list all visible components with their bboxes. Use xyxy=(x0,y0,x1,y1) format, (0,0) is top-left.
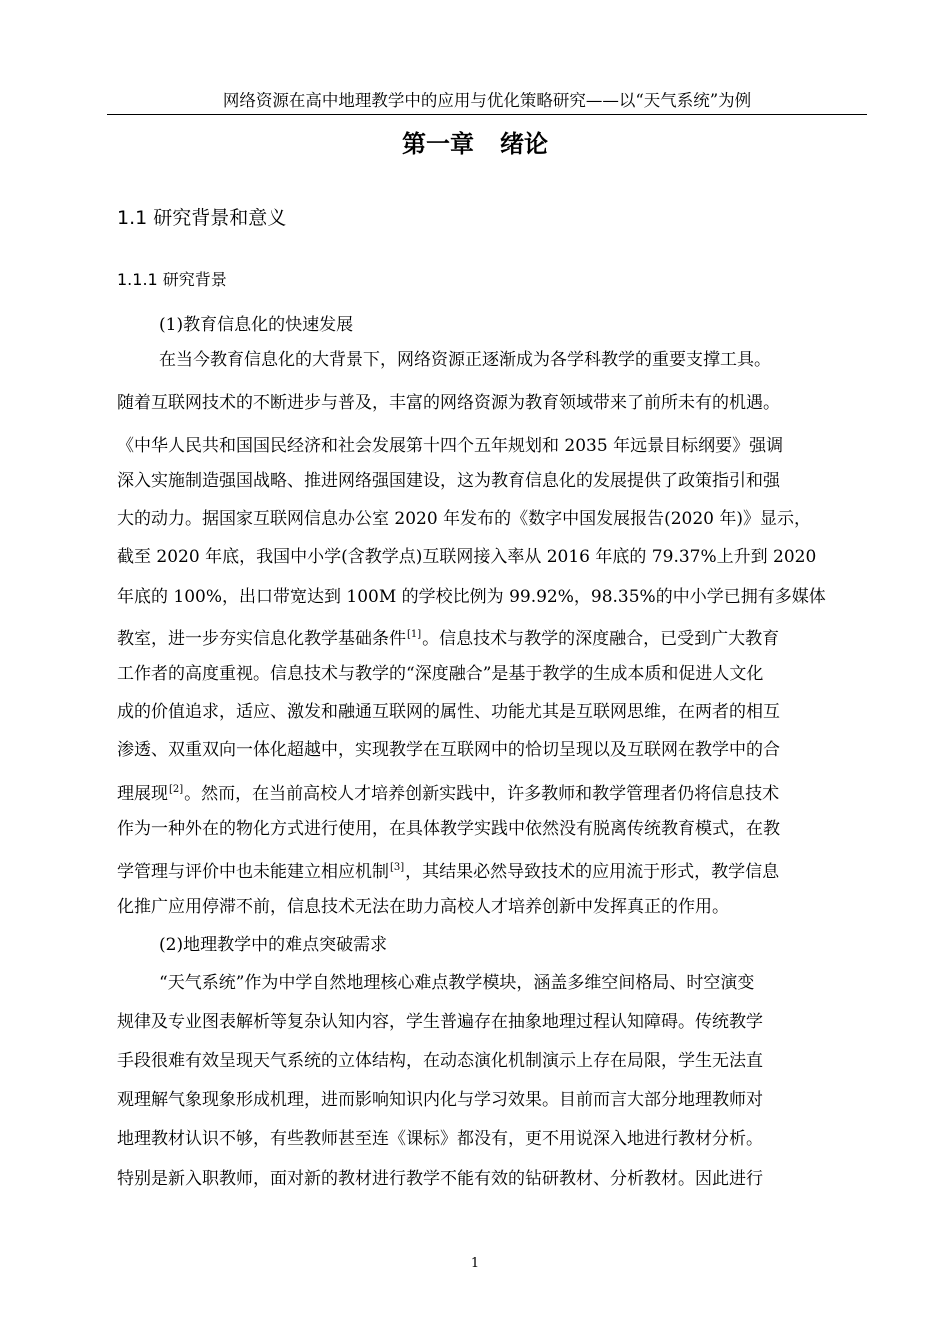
paragraph-2-line: 观理解气象现象形成机理，进而影响知识内化与学习效果。目前而言大部分地理教师对 xyxy=(117,1090,763,1110)
citation-2[interactable]: [2] xyxy=(169,784,184,795)
paragraph-1-line xyxy=(117,623,877,651)
page-number: 1 xyxy=(470,1256,480,1271)
running-header: 网络资源在高中地理教学中的应用与优化策略研究——以“天气系统”为例 xyxy=(222,91,752,110)
paragraph-1-line: 深入实施制造强国战略、推进网络强国建设，这为教育信息化的发展提供了政策指引和强 xyxy=(117,471,780,491)
chapter-number: 第一章 xyxy=(402,130,474,158)
subheading-1: (1)教育信息化的快速发展 xyxy=(159,315,354,335)
paragraph-1-line: 年底的 100%，出口带宽达到 100M 的学校比例为 99.92%，98.35%的中小学已拥有多媒体 xyxy=(117,587,826,607)
header-rule xyxy=(107,114,867,115)
paragraph-2-line: 特别是新入职教师，面对新的教材进行教学不能有效的钻研教材、分析教材。因此进行 xyxy=(117,1169,763,1189)
paragraph-1-line xyxy=(117,856,877,884)
paragraph-1-line: 随着互联网技术的不断进步与普及，丰富的网络资源为教育领域带来了前所未有的机遇。 xyxy=(117,393,780,413)
section-heading: 1.1 研究背景和意义 xyxy=(117,207,287,229)
paragraph-1-text: 教室，进一步夯实信息化教学基础条件 xyxy=(117,629,406,649)
paragraph-1-line: 作为一种外在的物化方式进行使用，在具体教学实践中依然没有脱离传统教育模式，在教 xyxy=(117,819,780,839)
subheading-2: (2)地理教学中的难点突破需求 xyxy=(159,935,388,955)
paragraph-1-text: ，其结果必然导致技术的应用流于形式，教学信息 xyxy=(405,862,780,882)
paragraph-1-line: 在当今教育信息化的大背景下，网络资源正逐渐成为各学科教学的重要支撑工具。 xyxy=(159,350,771,370)
paragraph-1-text: 。信息技术与教学的深度融合，已受到广大教育 xyxy=(422,629,780,649)
citation-3[interactable]: [3] xyxy=(390,862,405,873)
paragraph-2-line: 地理教材认识不够，有些教师甚至连《课标》都没有，更不用说深入地进行教材分析。 xyxy=(117,1129,763,1149)
paragraph-1-text: 学管理与评价中也未能建立相应机制 xyxy=(117,862,389,882)
chapter-title xyxy=(0,127,950,161)
paragraph-1-line: 《中华人民共和国国民经济和社会发展第十四个五年规划和 2035 年远景目标纲要》强调 xyxy=(117,436,784,456)
paragraph-1-line: 大的动力。据国家互联网信息办公室 2020 年发布的《数字中国发展报告(2020 年)》显示， xyxy=(117,509,812,529)
paragraph-1-line: 成的价值追求，适应、激发和融通互联网的属性、功能尤其是互联网思维，在两者的相互 xyxy=(117,702,780,722)
paragraph-1-line xyxy=(117,778,877,806)
subsection-heading: 1.1.1 研究背景 xyxy=(117,270,227,289)
paragraph-1-line: 工作者的高度重视。信息技术与教学的“深度融合”是基于教学的生成本质和促进人文化 xyxy=(117,664,764,684)
paragraph-1-text: 理展现 xyxy=(117,784,168,804)
paragraph-1-line: 截至 2020 年底，我国中小学(含教学点)互联网接入率从 2016 年底的 79.37%上升到 2020 xyxy=(117,547,817,567)
citation-1[interactable]: [1] xyxy=(407,629,422,640)
paragraph-2-line: “天气系统”作为中学自然地理核心难点教学模块，涵盖多维空间格局、时空演变 xyxy=(159,973,755,993)
paragraph-1-text: 。然而，在当前高校人才培养创新实践中，许多教师和教学管理者仍将信息技术 xyxy=(184,784,780,804)
paragraph-1-line: 化推广应用停滞不前，信息技术无法在助力高校人才培养创新中发挥真正的作用。 xyxy=(117,897,729,917)
paragraph-2-line: 规律及专业图表解析等复杂认知内容，学生普遍存在抽象地理过程认知障碍。传统教学 xyxy=(117,1012,763,1032)
chapter-name: 绪论 xyxy=(500,130,548,158)
paragraph-2-line: 手段很难有效呈现天气系统的立体结构，在动态演化机制演示上存在局限，学生无法直 xyxy=(117,1051,763,1071)
paragraph-1-line: 渗透、双重双向一体化超越中，实现教学在互联网中的恰切呈现以及互联网在教学中的合 xyxy=(117,740,780,760)
